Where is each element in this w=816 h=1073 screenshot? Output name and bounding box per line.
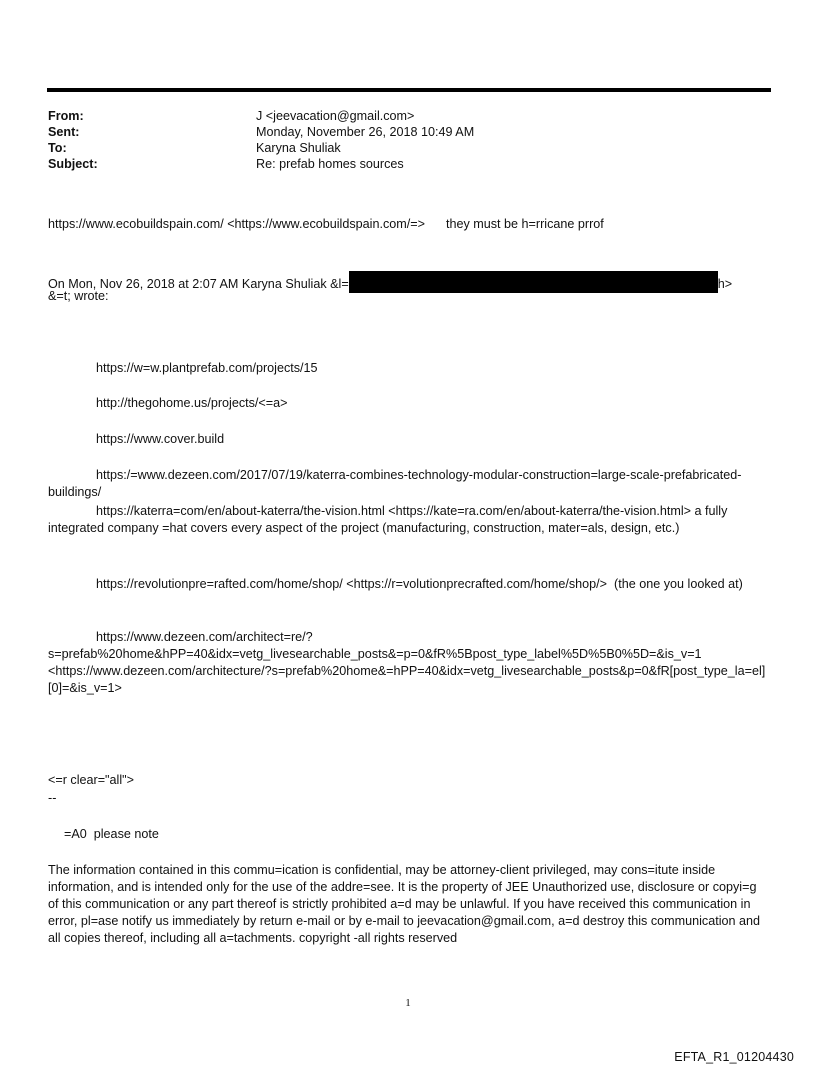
link-gohome: http://thegohome.us/projects/<=a>: [96, 396, 288, 410]
quote-intro-line2: &=t; wrote:: [48, 289, 109, 303]
sent-label: Sent:: [48, 125, 80, 139]
page-number: 1: [405, 997, 411, 1009]
link-revolution: https://revolutionpre=rafted.com/home/shop/ <https://r=volutionprecrafted.com/home/shop/> (the one you looked at): [96, 577, 743, 591]
subject-value: Re: prefab homes sources: [256, 157, 404, 171]
reply-line: https://www.ecobuildspain.com/ <https://www.ecobuildspain.com/=> they must be h=rricane prrof: [48, 217, 604, 231]
link-plantprefab: https://w=w.plantprefab.com/projects/15: [96, 361, 318, 375]
to-value: Karyna Shuliak: [256, 141, 341, 155]
link-dezeen-katerra: https:/=www.dezeen.com/2017/07/19/katerra-combines-technology-modular-construction=large-scale-prefabricated-buildings/: [48, 468, 742, 499]
from-value: J <jeevacation@gmail.com>: [256, 109, 415, 123]
link-cover: https://www.cover.build: [96, 432, 225, 446]
sent-row: [48, 124, 768, 140]
from-label: From:: [48, 109, 84, 123]
to-label: To:: [48, 141, 67, 155]
link-katerra-vision: https://katerra=com/en/about-katerra/the-vision.html <https://kate=ra.com/en/about-katerra/the-vision.html> a fully integrated company =hat covers every aspect of the project (manufacturing, construction, mater=als, design, etc.): [48, 504, 731, 535]
quote-intro-suffix: h>: [717, 277, 733, 291]
from-row: [48, 108, 768, 124]
note-line: =A0 please note: [64, 827, 159, 841]
email-header: [48, 108, 768, 172]
sent-value: Monday, November 26, 2018 10:49 AM: [256, 125, 475, 139]
document-id-stamp: EFTA_R1_01204430: [674, 1050, 794, 1064]
disclaimer: The information contained in this commu=ication is confidential, may be attorney-client privileged, may cons=itute inside information, and is intended only for the use of the addre=see. It is the property of JEE Unauthorized use, disclosure or copyi=g of this communication or any part thereof is strictly prohibited a=d may be unlawful. If you have received this communication in error, pl=ase notify us immediately by return e-mail or by e-mail to jeevacation@gmail.com, a=d destroy this communication and all copies thereof, including all a=tachments. copyright -all rights reserved: [48, 863, 764, 945]
to-row: [48, 140, 768, 156]
subject-label: Subject:: [48, 157, 98, 171]
quote-intro-prefix: On Mon, Nov 26, 2018 at 2:07 AM Karyna Shuliak &l=: [48, 277, 349, 291]
link-dezeen-search: https://www.dezeen.com/architect=re/?s=prefab%20home&hPP=40&idx=vetg_livesearchable_posts&=p=0&fR%5Bpost_type_label%5D%5B0%5D=&is_v=1 <https://www.dezeen.com/architecture/?s=prefab%20home&=hPP=40&idx=vetg_livesearchable_posts&p=0&fR[post_type_la=el][0]=&is_v=1>: [48, 630, 766, 695]
top-rule: [47, 88, 771, 92]
signature-dash: --: [48, 791, 57, 805]
br-line: <=r clear="all">: [48, 773, 134, 787]
subject-row: [48, 156, 768, 172]
